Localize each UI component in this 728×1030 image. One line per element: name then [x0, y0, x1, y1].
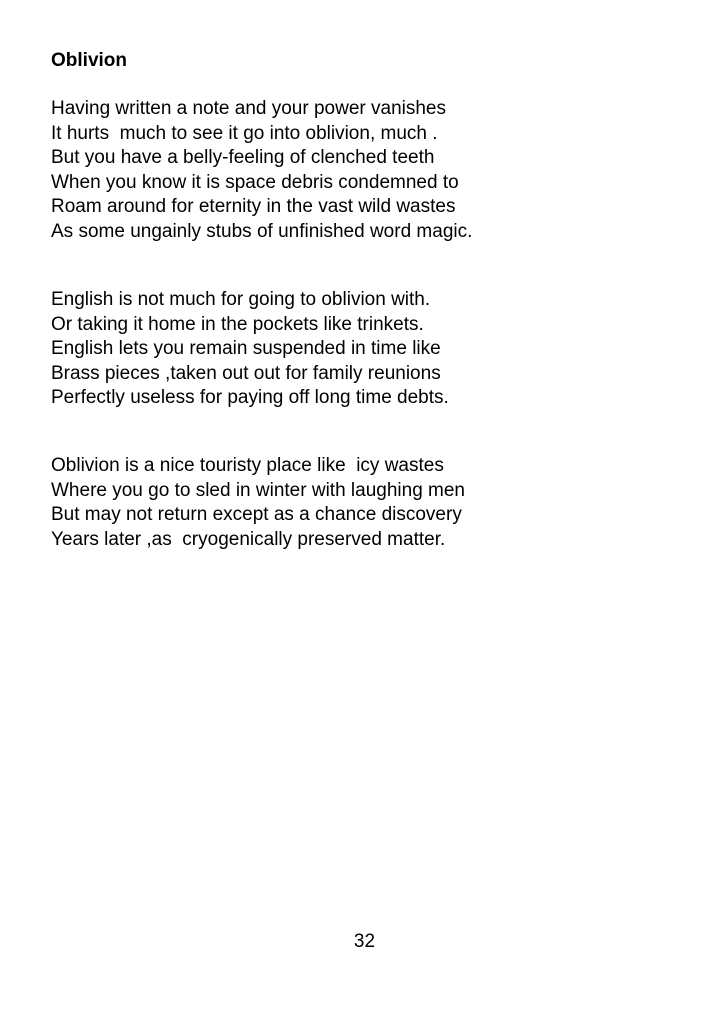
poem-stanza-1 [51, 97, 472, 245]
poem-line: When you know it is space debris condemned to [51, 171, 459, 193]
poem-line: Or taking it home in the pockets like trinkets. [51, 313, 424, 335]
page-number: 32 [353, 931, 376, 952]
poem-line: Perfectly useless for paying off long time debts. [51, 387, 449, 409]
poem-line: Years later ,as cryogenically preserved matter. [51, 528, 446, 550]
poem-stanza-3 [51, 454, 465, 552]
poem-line: Having written a note and your power vanishes [51, 98, 447, 119]
poem-line: But may not return except as a chance discovery [51, 504, 462, 526]
poem-stanza-2 [51, 288, 449, 411]
poem-title: Oblivion [51, 50, 127, 71]
poem-line: As some ungainly stubs of unfinished word magic. [51, 220, 473, 242]
poem-line: English is not much for going to oblivion with. [51, 289, 431, 310]
poem-line: Brass pieces ,taken out out for family reunions [51, 362, 441, 384]
poem-line: Where you go to sled in winter with laughing men [51, 479, 466, 501]
poem-line: English lets you remain suspended in time like [51, 338, 441, 360]
poem-line: Roam around for eternity in the vast wild wastes [51, 196, 456, 218]
poem-line: Oblivion is a nice touristy place like icy wastes [51, 455, 444, 476]
poem-line: It hurts much to see it go into oblivion, much . [51, 122, 438, 144]
page-number-footer [0, 929, 728, 955]
poem-line: But you have a belly-feeling of clenched teeth [51, 147, 435, 169]
